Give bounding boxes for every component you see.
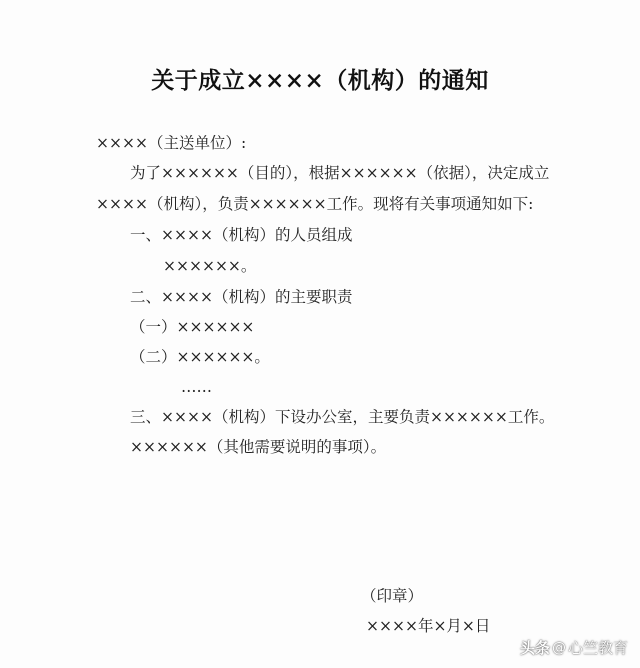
paragraph-1-line-1: 为了××××××（目的），根据××××××（依据），决定成立: [130, 164, 550, 182]
watermark: [520, 637, 628, 658]
paragraph-1-line-2: ××××（机构），负责××××××工作。现将有关事项通知如下:: [96, 195, 534, 213]
at-icon: @: [551, 639, 566, 656]
section-1-body: ××××××。: [163, 257, 257, 275]
salutation: ××××（主送单位）:: [96, 134, 247, 152]
ellipsis: ……: [181, 378, 212, 396]
watermark-account: 心竺教育: [567, 639, 628, 657]
section-2-heading: 二、××××（机构）的主要职责: [130, 288, 353, 306]
document-date: ××××年×月×日: [366, 617, 491, 635]
section-1-heading: 一、××××（机构）的人员组成: [130, 226, 353, 244]
section-2-item-1: （一）××××××: [130, 318, 255, 336]
seal-placeholder: （印章）: [361, 587, 424, 605]
section-2-item-2: （二）××××××。: [130, 348, 270, 366]
closing-note: ××××××（其他需要说明的事项）。: [130, 438, 387, 456]
watermark-brand: 头条: [519, 639, 550, 657]
document-title: 关于成立××××（机构）的通知: [151, 67, 489, 94]
section-3-heading: 三、××××（机构）下设办公室，主要负责××××××工作。: [130, 408, 555, 426]
